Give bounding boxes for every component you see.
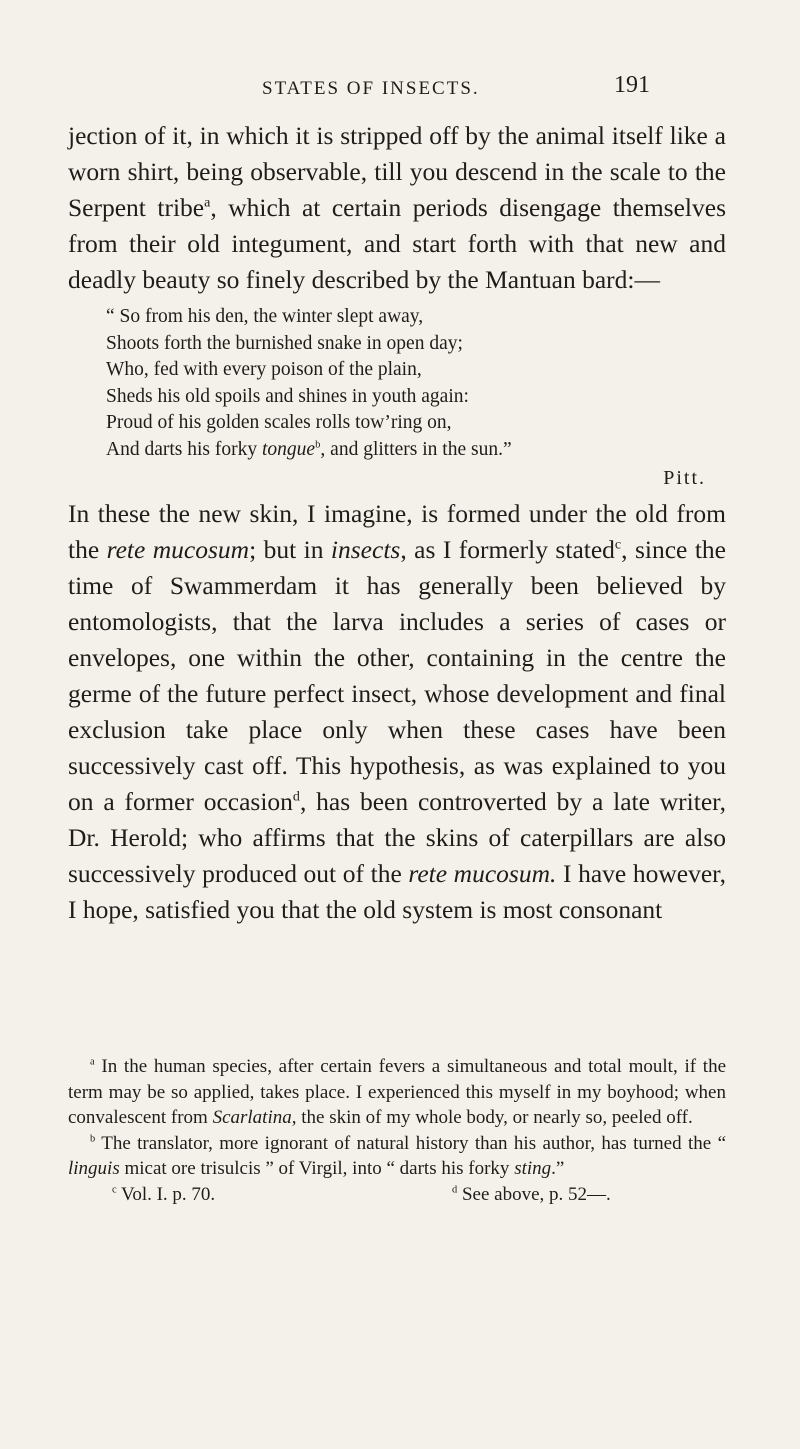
running-title: STATES OF INSECTS.: [262, 78, 480, 99]
text-run: The translator, more ignorant of natural history than his author, has turned the “: [95, 1132, 726, 1154]
text-run: , as I formerly stated: [400, 534, 615, 564]
verse-line-6: [106, 437, 726, 464]
footnote-ref-a: a: [204, 195, 211, 211]
verse-line-2: Shoots forth the burnished snake in open day;: [106, 332, 463, 354]
verse-line-4: Sheds his old spoils and shines in youth again:: [106, 385, 469, 407]
text-run: See above, p. 52—.: [457, 1183, 611, 1205]
footnote-ref-b: b: [315, 438, 321, 450]
text-run: In these the new skin, I imagine, is formed under the old from the: [68, 498, 726, 564]
text-run: micat ore trisulcis ” of Virgil, into “ darts his forky: [119, 1158, 515, 1179]
verse-quotation: [106, 304, 726, 492]
paragraph-1: [68, 118, 726, 298]
footnote-ref-c: c: [614, 537, 622, 552]
verse-line-3: Who, fed with every poison of the plain,: [106, 359, 422, 380]
footnote-mark: c: [112, 1184, 117, 1196]
footnotes: [68, 1054, 726, 1207]
italic-run: linguis: [68, 1158, 120, 1179]
italic-run: rete mucosum.: [408, 858, 557, 888]
italic-run: rete mucosum: [106, 534, 250, 564]
text-run: , since the time of Swammerdam it has generally been believed by entomologists, that the larva includes a series of cases or envelopes, one within the other, containing in the centre the germe of the future perfect insect, whose development and final exclusion take place only when these cases have been successively cast off. This hypothesis, as was explained to you on a former occasion: [68, 534, 726, 816]
page-header: [0, 72, 800, 112]
verse-line-5: Proud of his golden scales rolls tow’ring on,: [106, 412, 452, 433]
text-run: jection of it, in which it is stripped off by the animal itself like a worn shirt, being observable, till you descend in the scale to the Serpent tribe: [68, 121, 726, 222]
paragraph-2: [68, 496, 726, 928]
page-number: 191: [614, 72, 650, 98]
main-text: [68, 118, 726, 928]
footnote-mark: b: [90, 1133, 96, 1145]
footnote-ref-d: d: [292, 789, 300, 804]
text-run: Vol. I. p. 70.: [116, 1183, 216, 1205]
footnote-mark: a: [90, 1056, 95, 1068]
footnote-a: [68, 1054, 726, 1131]
text-run: .”: [551, 1158, 565, 1179]
text-run: In the human species, after certain fevers a simultaneous and total moult, if the term may be so applied, takes place. I experienced this myself in my boyhood; when convalescent from: [68, 1056, 726, 1128]
footnote-c: [90, 1182, 430, 1208]
text-run: I have however, I hope, satisfied you that the old system is most consonant: [68, 858, 726, 924]
text-run: , which at certain periods disengage themselves from their old integument, and start forth with that new and deadly beauty so finely described by the Mantuan bard:—: [68, 193, 726, 294]
verse-line-1: “ So from his den, the winter slept away,: [106, 306, 424, 327]
text-run: , and glitters in the sun.”: [320, 438, 512, 460]
text-run: ; but in: [249, 534, 331, 564]
text-run: , has been controverted by a late writer, Dr. Herold; who affirms that the skins of caterpillars are also successively produced out of the: [68, 786, 726, 888]
text-run: And darts his forky: [106, 438, 262, 460]
footnotes-c-d: [68, 1182, 726, 1208]
footnote-b: [68, 1131, 726, 1182]
italic-run: Scarlatina: [212, 1107, 292, 1128]
verse-attribution: Pitt.: [663, 467, 706, 489]
italic-run: sting: [514, 1158, 552, 1179]
text-run: , the skin of my whole body, or nearly so, peeled off.: [291, 1107, 693, 1128]
footnote-mark: d: [452, 1184, 458, 1196]
italic-run: insects: [330, 534, 401, 564]
italic-run: tongue: [261, 438, 316, 460]
footnote-d: [430, 1182, 611, 1208]
